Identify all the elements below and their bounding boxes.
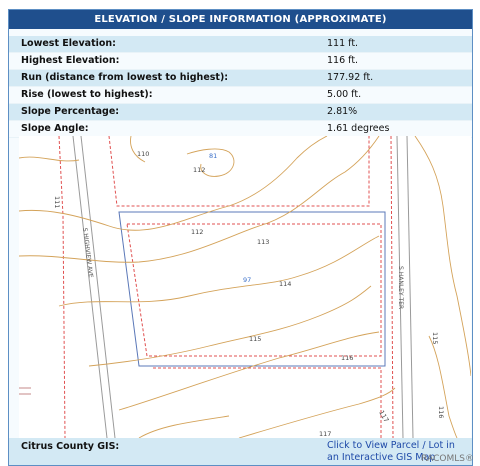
contour-line xyxy=(429,336,457,438)
panel-header: ELEVATION / SLOPE INFORMATION (APPROXIMATE) xyxy=(9,10,472,29)
contour-line xyxy=(19,136,379,262)
row-label: Rise (lowest to highest): xyxy=(21,89,153,100)
road-line xyxy=(73,136,107,438)
row-value: 111 ft. xyxy=(327,38,359,49)
contour-line xyxy=(239,388,395,438)
contour-line xyxy=(19,136,327,230)
gis-footer xyxy=(9,438,473,466)
street-label-hanley: S HANLEY TER xyxy=(397,266,404,310)
contour-line xyxy=(139,416,229,438)
parcel-boundary xyxy=(391,136,393,438)
road-line xyxy=(407,136,413,438)
contour-label-115: 115 xyxy=(249,335,262,343)
gis-map-link[interactable]: Click to View Parcel / Lot in an Interactive GIS Map xyxy=(327,440,455,463)
contour-line xyxy=(119,332,379,410)
parcel-boundary xyxy=(59,136,65,438)
row-slope-percentage xyxy=(9,104,472,121)
row-label: Lowest Elevation: xyxy=(21,38,116,49)
elevation-table xyxy=(9,36,472,138)
street-label-highview: S HIGHVIEW AVE xyxy=(81,227,95,279)
contour-line xyxy=(415,136,471,376)
row-value: 177.92 ft. xyxy=(327,72,374,83)
row-run xyxy=(9,70,472,87)
row-value: 116 ft. xyxy=(327,55,359,66)
contour-line xyxy=(89,286,371,366)
gis-label: Citrus County GIS: xyxy=(21,441,120,452)
parcel-boundary xyxy=(153,368,381,438)
row-label: Slope Angle: xyxy=(21,123,89,134)
contour-label-112: 112 xyxy=(191,228,204,236)
contour-line xyxy=(59,236,379,306)
contour-label-117-east: 117 xyxy=(377,409,391,424)
mls-watermark: RACOMLS® xyxy=(421,454,474,464)
road-line xyxy=(81,136,115,438)
row-rise xyxy=(9,87,472,104)
parcel-boundary xyxy=(109,136,369,206)
row-value: 5.00 ft. xyxy=(327,89,362,100)
contour-label-112: 112 xyxy=(193,166,206,174)
contour-line xyxy=(131,136,145,162)
contour-label-113: 113 xyxy=(257,238,270,246)
contour-label-117: 117 xyxy=(319,430,332,438)
row-lowest-elevation xyxy=(9,36,472,53)
row-value: 2.81% xyxy=(327,106,358,117)
contour-label-111: 111 xyxy=(53,196,61,209)
contour-label-110: 110 xyxy=(137,150,150,158)
parcel-number-81: 81 xyxy=(209,152,218,160)
contour-label-116: 116 xyxy=(341,354,354,362)
row-label: Slope Percentage: xyxy=(21,106,120,117)
parcel-number-97: 97 xyxy=(243,276,252,284)
contour-label-115-east: 115 xyxy=(431,332,439,345)
row-highest-elevation xyxy=(9,53,472,70)
row-label: Run (distance from lowest to highest): xyxy=(21,72,229,83)
contour-label-116-east: 116 xyxy=(437,406,445,419)
row-value: 1.61 degrees xyxy=(327,123,390,134)
contour-map xyxy=(19,136,471,438)
row-label: Highest Elevation: xyxy=(21,55,120,66)
contour-line xyxy=(19,157,79,161)
elevation-panel xyxy=(8,9,473,466)
contour-label-114: 114 xyxy=(279,280,292,288)
